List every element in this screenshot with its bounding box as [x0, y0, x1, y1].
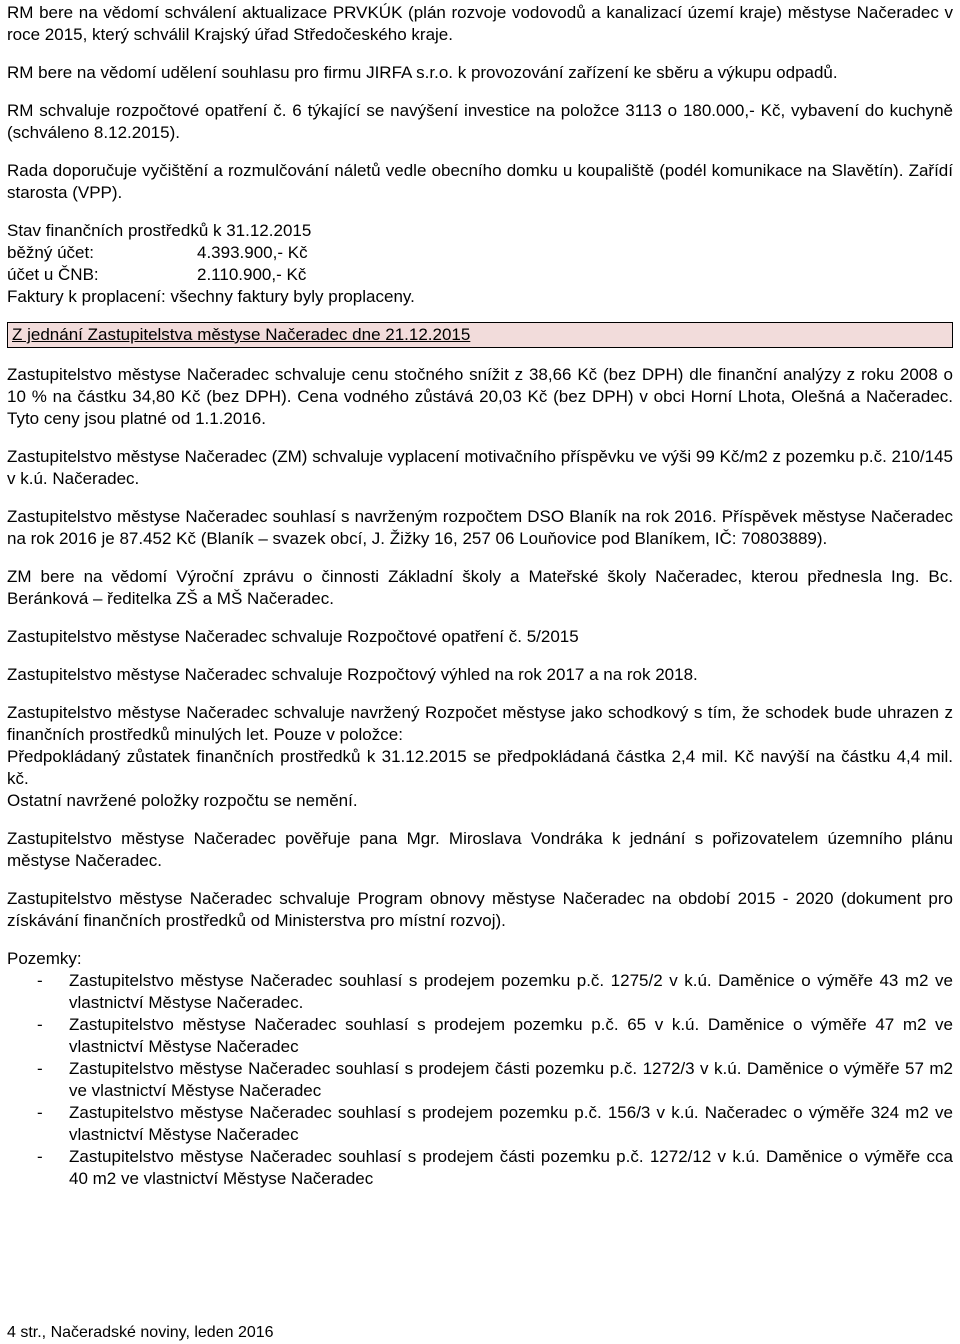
- list-item: [7, 970, 953, 1014]
- page-footer: 4 str., Načeradské noviny, leden 2016: [7, 1324, 274, 1341]
- budget-line: Zastupitelstvo městyse Načeradec schvaluje navržený Rozpočet městyse jako schodkový s tím, že schodek bude uhrazen z finančních prostředků minulých let. Pouze v položce:: [7, 703, 953, 744]
- finance-row-value: 4.393.900,- Kč: [197, 243, 308, 262]
- land-block: [7, 948, 953, 1190]
- paragraph-jirfa: RM bere na vědomí udělení souhlasu pro firmu JIRFA s.r.o. k provozování zařízení ke sběru a výkupu odpadů.: [7, 63, 838, 82]
- list-item-text: Zastupitelstvo městyse Načeradec souhlasí s prodejem části pozemku p.č. 1272/12 v k.ú. Daměnice o výměře cca 40 m2 ve vlastnictví Městyse Načeradec: [69, 1147, 953, 1188]
- land-list: [7, 970, 953, 1190]
- dash-bullet: -: [37, 1059, 43, 1078]
- section-heading: [7, 322, 953, 348]
- paragraph-naletova-zelen: Rada doporučuje vyčištění a rozmulčování náletů vedle obecního domku u koupaliště (podél komunikace na Slavětín). Zařídí starosta (VPP).: [7, 161, 953, 202]
- list-item-text: Zastupitelstvo městyse Načeradec souhlasí s prodejem části pozemku p.č. 1272/3 v k.ú. Daměnice o výměře 57 m2 ve vlastnictví Městyse Načeradec: [69, 1059, 953, 1100]
- paragraph-program-obnovy: Zastupitelstvo městyse Načeradec schvaluje Program obnovy městyse Načeradec na období 2015 - 2020 (dokument pro získávání finančních prostředků od Ministerstva pro místní rozvoj).: [7, 889, 953, 930]
- land-title: Pozemky:: [7, 949, 82, 968]
- finance-row-value: 2.110.900,- Kč: [197, 265, 307, 284]
- list-item-text: Zastupitelstvo městyse Načeradec souhlasí s prodejem pozemku p.č. 65 v k.ú. Daměnice o výměře 47 m2 ve vlastnictví Městyse Načeradec: [69, 1015, 953, 1056]
- paragraph-rozpoctove-opatreni: RM schvaluje rozpočtové opatření č. 6 týkající se navýšení investice na položce 3113 o 180.000,- Kč, vybavení do kuchyně (schváleno 8.12.2015).: [7, 101, 953, 142]
- paragraph-vyrocni-zprava: ZM bere na vědomí Výroční zprávu o činnosti Základní školy a Mateřské školy Načeradec, kterou přednesla Ing. Bc. Beránková – ředitelka ZŠ a MŠ Načeradec.: [7, 567, 953, 608]
- document-page: [7, 2, 953, 1190]
- finance-row: [7, 264, 953, 286]
- finance-row: [7, 242, 953, 264]
- list-item-text: Zastupitelstvo městyse Načeradec souhlasí s prodejem pozemku p.č. 1275/2 v k.ú. Daměnice o výměře 43 m2 ve vlastnictví Městyse Načeradec.: [69, 971, 953, 1012]
- finance-row-label: účet u ČNB:: [7, 265, 99, 284]
- budget-line: Ostatní navržené položky rozpočtu se nemění.: [7, 791, 358, 810]
- list-item-text: Zastupitelstvo městyse Načeradec souhlasí s prodejem pozemku p.č. 156/3 v k.ú. Načeradec o výměře 324 m2 ve vlastnictví Městyse Načeradec: [69, 1103, 953, 1144]
- dash-bullet: -: [37, 1147, 43, 1166]
- section-heading-text: Z jednání Zastupitelstva městyse Načeradec dne 21.12.2015: [12, 325, 471, 344]
- paragraph-rozpoctove-opatreni-5: Zastupitelstvo městyse Načeradec schvaluje Rozpočtové opatření č. 5/2015: [7, 627, 579, 646]
- paragraph-rozpoctovy-vyhled: Zastupitelstvo městyse Načeradec schvaluje Rozpočtový výhled na rok 2017 a na rok 2018.: [7, 665, 698, 684]
- dash-bullet: -: [37, 971, 43, 990]
- list-item: [7, 1058, 953, 1102]
- finance-title: Stav finančních prostředků k 31.12.2015: [7, 221, 312, 240]
- finance-invoices: Faktury k proplacení: všechny faktury byly proplaceny.: [7, 287, 415, 306]
- paragraph-stocne: Zastupitelstvo městyse Načeradec schvaluje cenu stočného snížit z 38,66 Kč (bez DPH) dle finanční analýzy z roku 2008 o 10 % na částku 34,80 Kč (bez DPH). Cena vodného zůstává 20,03 Kč (bez DPH) v obci Horní Lhota, Olešná a Načeradec. Tyto ceny jsou platné od 1.1.2016.: [7, 365, 953, 428]
- list-item: [7, 1102, 953, 1146]
- dash-bullet: -: [37, 1103, 43, 1122]
- finance-block: [7, 220, 953, 308]
- budget-line: Předpokládaný zůstatek finančních prostředků k 31.12.2015 se předpokládaná částka 2,4 mil. Kč navýší na částku 4,4 mil. kč.: [7, 747, 953, 788]
- list-item: [7, 1014, 953, 1058]
- finance-row-label: běžný účet:: [7, 243, 94, 262]
- list-item: [7, 1146, 953, 1190]
- paragraph-prvkuk: RM bere na vědomí schválení aktualizace PRVKÚK (plán rozvoje vodovodů a kanalizací území kraje) městyse Načeradec v roce 2015, který schválil Krajský úřad Středočeského kraje.: [7, 3, 953, 44]
- budget-block: [7, 702, 953, 812]
- paragraph-uzemni-plan: Zastupitelstvo městyse Načeradec pověřuje pana Mgr. Miroslava Vondráka k jednání s pořizovatelem územního plánu městyse Načeradec.: [7, 829, 953, 870]
- dash-bullet: -: [37, 1015, 43, 1034]
- paragraph-motivacni-prispevek: Zastupitelstvo městyse Načeradec (ZM) schvaluje vyplacení motivačního příspěvku ve výši 99 Kč/m2 z pozemku p.č. 210/145 v k.ú. Načeradec.: [7, 447, 953, 488]
- paragraph-dso-blanik: Zastupitelstvo městyse Načeradec souhlasí s navrženým rozpočtem DSO Blaník na rok 2016. Příspěvek městyse Načeradec na rok 2016 je 87.452 Kč (Blaník – svazek obcí, J. Žižky 16, 257 06 Louňovice pod Blaníkem, IČ: 70803889).: [7, 507, 953, 548]
